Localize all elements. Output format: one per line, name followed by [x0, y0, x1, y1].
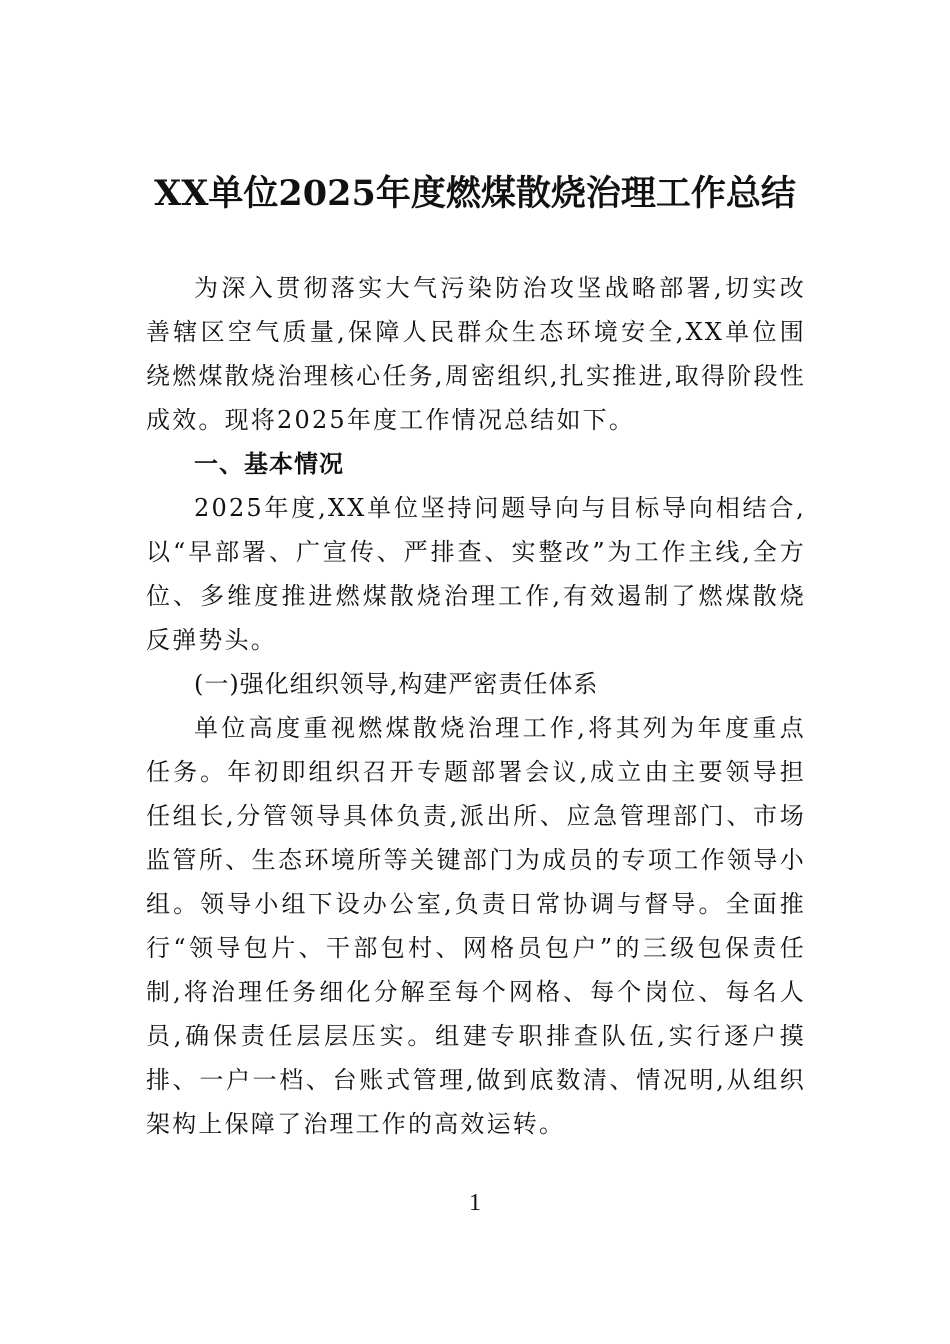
- page-number: 1: [469, 1190, 481, 1216]
- document-title: XX单位2025年度燃煤散烧治理工作总结: [154, 173, 796, 214]
- intro-paragraph: 为深入贯彻落实大气污染防治攻坚战略部署,切实改善辖区空气质量,保障人民群众生态环境安全,XX单位围绕燃煤散烧治理核心任务,周密组织,扎实推进,取得阶段性成效。现将2025年度工作情况总结如下。: [146, 274, 806, 434]
- subsection-heading-organization: (一)强化组织领导,构建严密责任体系: [194, 670, 599, 698]
- subsection-paragraph-organization: 单位高度重视燃煤散烧治理工作,将其列为年度重点任务。年初即组织召开专题部署会议,成立由主要领导担任组长,分管领导具体负责,派出所、应急管理部门、市场监管所、生态环境所等关键部门为成员的专项工作领导小组。领导小组下设办公室,负责日常协调与督导。全面推行“领导包片、干部包村、网格员包户”的三级包保责任制,将治理任务细化分解至每个网格、每个岗位、每名人员,确保责任层层压实。组建专职排查队伍,实行逐户摸排、一户一档、台账式管理,做到底数清、情况明,从组织架构上保障了治理工作的高效运转。: [146, 714, 806, 1138]
- section-heading-basic-situation: 一、基本情况: [194, 450, 344, 478]
- section-paragraph-basic-situation: 2025年度,XX单位坚持问题导向与目标导向相结合,以“早部署、广宣传、严排查、实整改”为工作主线,全方位、多维度推进燃煤散烧治理工作,有效遏制了燃煤散烧反弹势头。: [146, 494, 806, 654]
- document-body: [146, 266, 806, 1146]
